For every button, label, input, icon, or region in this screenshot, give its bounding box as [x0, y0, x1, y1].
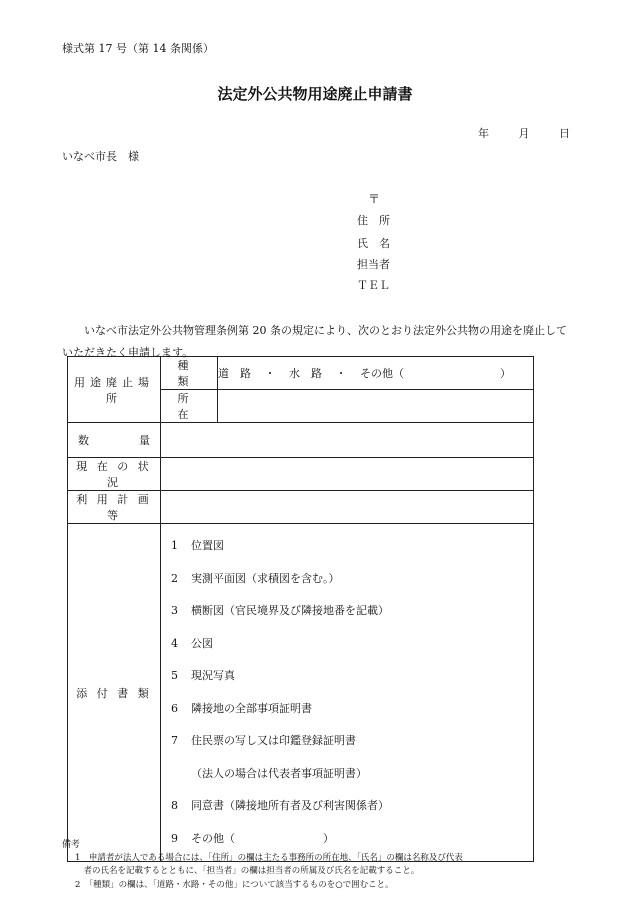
intro-text: いなべ市法定外公共物管理条例第 20 条の規定により、次のとおり法定外公共物の用途を廃止していただきたく申請します。 [62, 324, 567, 359]
quantity-label-char: 量 [139, 434, 150, 447]
place-label: 所 在 [161, 390, 218, 423]
postal-mark: 〒 [368, 192, 381, 206]
note-line: 1 申請者が法人である場合には、「住所」の欄は主たる事務所の所在地、「氏名」の欄は名称及び代表 [75, 853, 463, 863]
location-label: 用途廃止場所 [68, 357, 161, 423]
note-line: 者の氏名を記載するとともに、「担当者」の欄は担当者の所属及び氏名を記載すること。 [75, 866, 420, 876]
date-month-label: 月 [518, 127, 530, 140]
current-status-field[interactable] [161, 458, 534, 491]
kind-other[interactable]: その他（ [360, 367, 404, 380]
list-item: 4 公図 [171, 636, 213, 650]
list-item: 5 現況写真 [171, 669, 235, 682]
address-label: 住 所 [357, 214, 390, 227]
addressee: いなべ市長 様 [62, 150, 139, 163]
current-status-label: 現 在 の 状 況 [68, 458, 161, 491]
date-year-label: 年 [478, 127, 489, 140]
kind-row [68, 357, 534, 390]
list-item: 7 住民票の写し又は印鑑登録証明書 [171, 734, 356, 747]
quantity-field[interactable] [161, 423, 534, 458]
list-item: 8 同意書（隣接地所有者及び利害関係者） [171, 799, 389, 812]
list-item: 9 その他（ ） [171, 831, 334, 845]
attachments-list-cell [161, 524, 534, 862]
usage-plan-label: 利 用 計 画 等 [68, 491, 161, 524]
list-item: 3 横断図（官民境界及び隣接地番を記載） [171, 604, 389, 617]
attachments-row [68, 524, 534, 862]
kind-separator: ・ [264, 367, 276, 380]
usage-plan-row [68, 491, 534, 524]
date-day-label: 日 [559, 127, 570, 140]
kind-separator: ・ [335, 367, 347, 380]
kind-road[interactable]: 道 路 [218, 367, 251, 380]
attachments-label: 添 付 書 類 [68, 524, 161, 862]
kind-options[interactable] [218, 357, 534, 390]
name-label: 氏 名 [357, 237, 390, 250]
quantity-label-char: 数 [78, 434, 89, 447]
current-status-row [68, 458, 534, 491]
kind-waterway[interactable]: 水 路 [289, 367, 322, 380]
usage-plan-field[interactable] [161, 491, 534, 524]
kind-label: 種 類 [161, 357, 218, 390]
application-table [67, 356, 534, 862]
list-item: 6 隣接地の全部事項証明書 [171, 701, 312, 715]
place-field[interactable] [218, 390, 534, 423]
notes-heading: 備考 [62, 840, 81, 850]
attachments-list [161, 524, 533, 861]
tel-label: ＴＥＬ [357, 279, 390, 292]
list-item: （法人の場合は代表者事項証明書） [191, 766, 367, 780]
quantity-label [68, 423, 161, 458]
date-line [478, 125, 570, 141]
form-number: 様式第 17 号（第 14 条関係） [62, 42, 214, 55]
quantity-row [68, 423, 534, 458]
list-item: 1 位置図 [171, 539, 224, 552]
kind-other-close: ） [500, 367, 511, 380]
list-item: 2 実測平面図（求積図を含む。） [171, 571, 340, 585]
contact-person-label: 担当者 [357, 258, 390, 271]
page-title: 法定外公共物用途廃止申請書 [217, 85, 413, 103]
note-line: 2 「種類」の欄は、「道路・水路・その他」について該当するものを○で囲むこと。 [75, 880, 394, 890]
